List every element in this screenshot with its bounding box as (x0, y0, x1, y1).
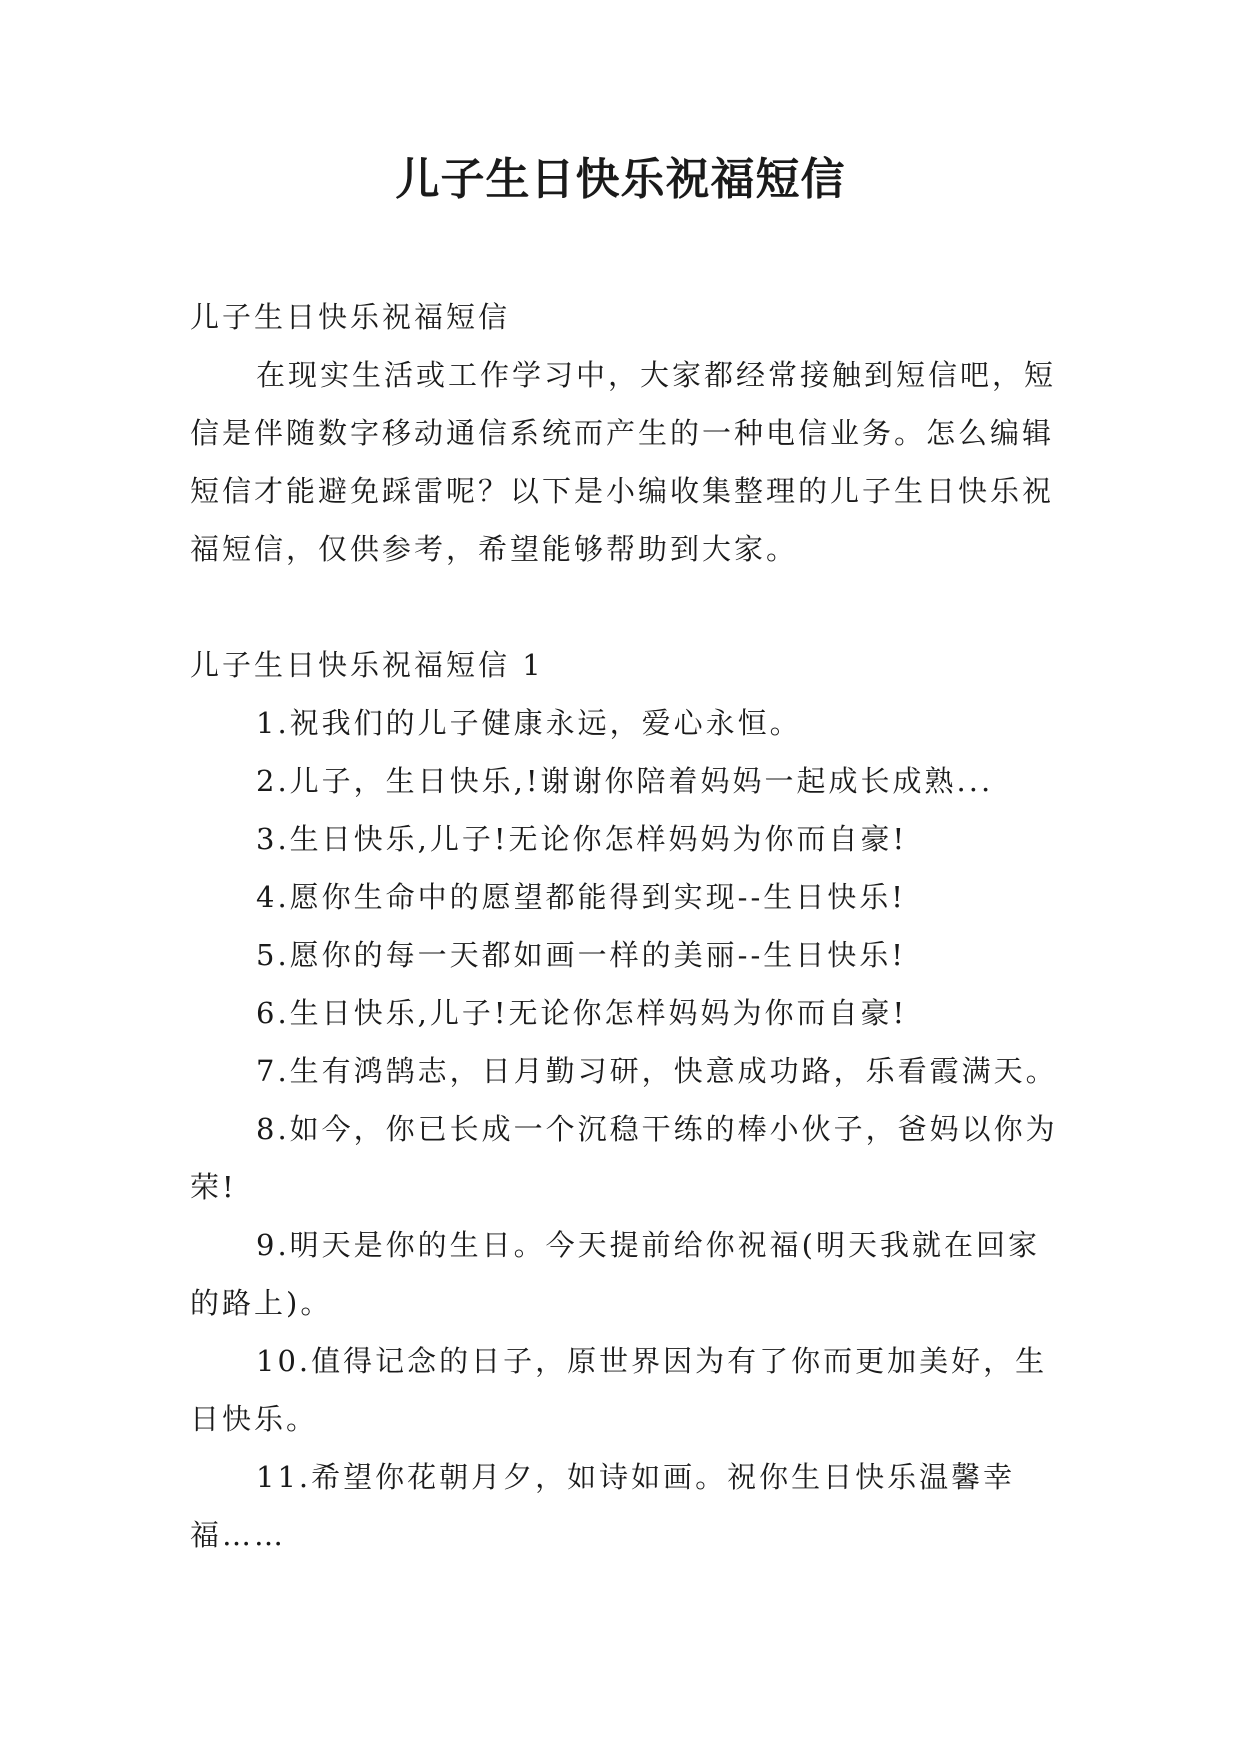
section-heading: 儿子生日快乐祝福短信 1 (190, 648, 544, 682)
document-body (190, 288, 1060, 1564)
document-title: 儿子生日快乐祝福短信 (395, 154, 846, 205)
list-item: 1.祝我们的儿子健康永远，爱心永恒。 (256, 706, 802, 740)
list-item: 4.愿你生命中的愿望都能得到实现--生日快乐! (256, 880, 906, 914)
document-subtitle: 儿子生日快乐祝福短信 (190, 300, 511, 334)
list-item: 8.如今，你已长成一个沉稳干练的棒小伙子，爸妈以你为荣! (190, 1112, 1058, 1204)
list-item: 2.儿子，生日快乐,!谢谢你陪着妈妈一起成长成熟... (256, 764, 994, 798)
paragraph-spacer (190, 578, 1060, 636)
list-item: 11.希望你花朝月夕，如诗如画。祝你生日快乐温馨幸福…… (190, 1460, 1016, 1552)
list-item: 5.愿你的每一天都如画一样的美丽--生日快乐! (256, 938, 906, 972)
list-item: 7.生有鸿鹄志，日月勤习研，快意成功路，乐看霞满天。 (256, 1054, 1058, 1088)
list-item: 10.值得记念的日子，原世界因为有了你而更加美好，生日快乐。 (190, 1344, 1048, 1436)
list-item: 3.生日快乐,儿子!无论你怎样妈妈为你而自豪! (256, 822, 908, 856)
intro-paragraph: 在现实生活或工作学习中，大家都经常接触到短信吧，短信是伴随数字移动通信系统而产生的一种电信业务。怎么编辑短信才能避免踩雷呢？以下是小编收集整理的儿子生日快乐祝福短信，仅供参考，希望能够帮助到大家。 (190, 358, 1057, 566)
list-item: 6.生日快乐,儿子!无论你怎样妈妈为你而自豪! (256, 996, 908, 1030)
list-item: 9.明天是你的生日。今天提前给你祝福(明天我就在回家的路上)。 (190, 1228, 1040, 1320)
